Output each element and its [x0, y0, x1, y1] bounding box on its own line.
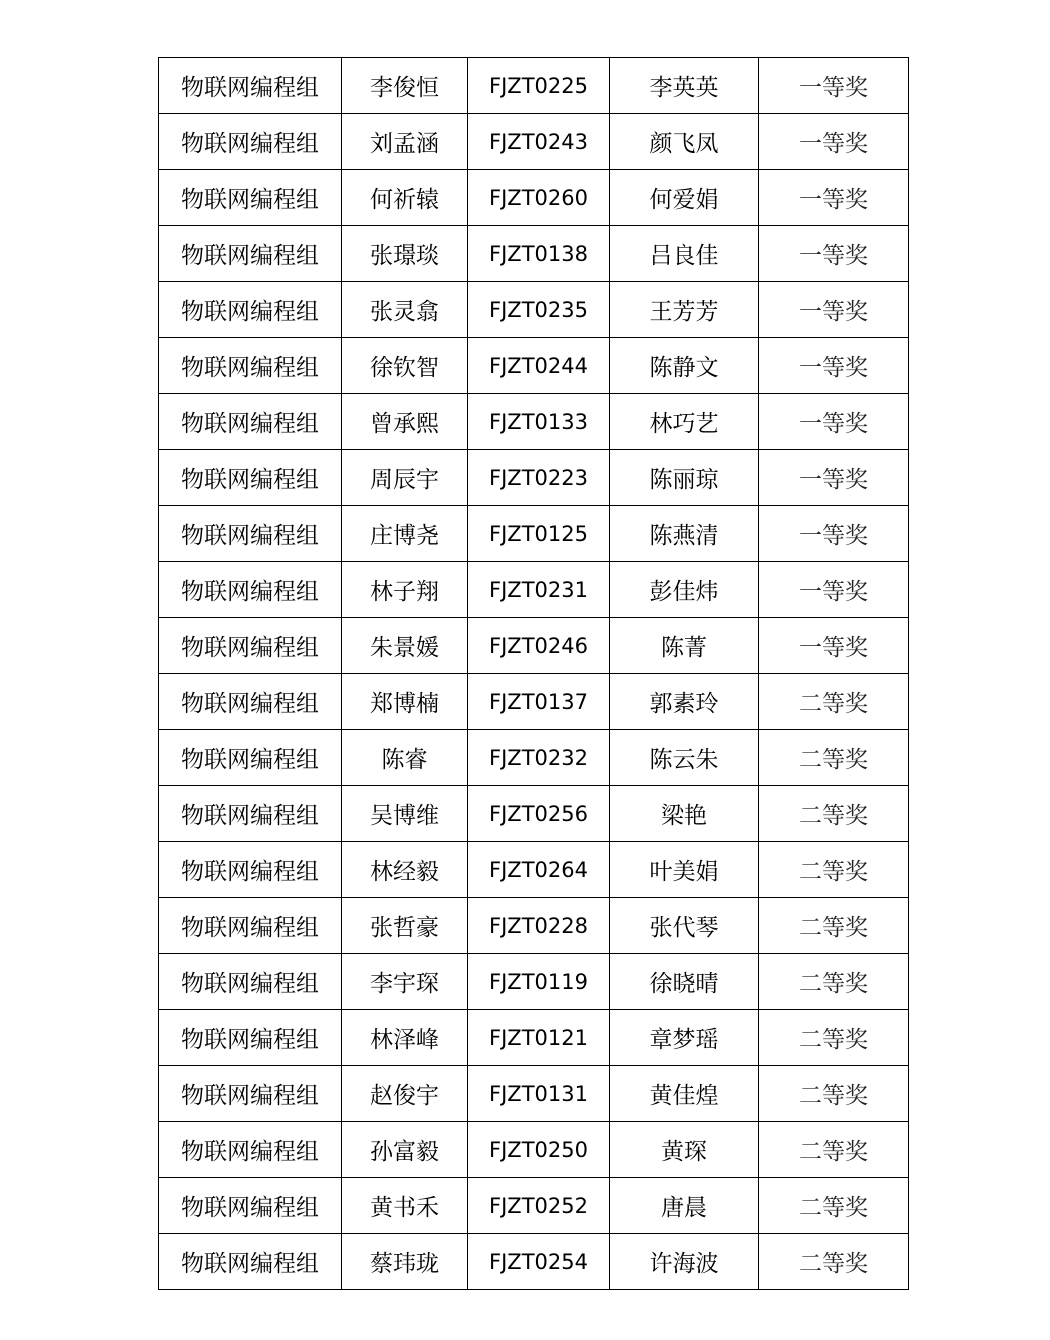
award-level-cell: 二等奖 — [759, 1234, 909, 1290]
teacher-name-cell: 郭素玲 — [610, 674, 759, 730]
table-row — [159, 506, 909, 562]
teacher-name-cell: 许海波 — [610, 1234, 759, 1290]
student-name-cell: 陈睿 — [342, 730, 468, 786]
award-level-cell: 一等奖 — [759, 618, 909, 674]
entry-id-cell: FJZT0121 — [468, 1010, 610, 1066]
entry-id-cell: FJZT0250 — [468, 1122, 610, 1178]
award-level-cell: 二等奖 — [759, 1122, 909, 1178]
table-row — [159, 1066, 909, 1122]
student-name-cell: 孙富毅 — [342, 1122, 468, 1178]
entry-id-cell: FJZT0244 — [468, 338, 610, 394]
student-name-cell: 何祈辕 — [342, 170, 468, 226]
award-results-table — [158, 57, 909, 1290]
teacher-name-cell: 梁艳 — [610, 786, 759, 842]
table-row — [159, 1178, 909, 1234]
group-cell: 物联网编程组 — [159, 954, 342, 1010]
award-level-cell: 二等奖 — [759, 842, 909, 898]
student-name-cell: 周辰宇 — [342, 450, 468, 506]
student-name-cell: 徐钦智 — [342, 338, 468, 394]
teacher-name-cell: 陈菁 — [610, 618, 759, 674]
award-level-cell: 一等奖 — [759, 282, 909, 338]
table-row — [159, 1010, 909, 1066]
award-table-body — [159, 58, 909, 1290]
student-name-cell: 赵俊宇 — [342, 1066, 468, 1122]
table-row — [159, 730, 909, 786]
entry-id-cell: FJZT0252 — [468, 1178, 610, 1234]
group-cell: 物联网编程组 — [159, 450, 342, 506]
entry-id-cell: FJZT0260 — [468, 170, 610, 226]
teacher-name-cell: 黄佳煌 — [610, 1066, 759, 1122]
group-cell: 物联网编程组 — [159, 1234, 342, 1290]
table-row — [159, 394, 909, 450]
teacher-name-cell: 张代琴 — [610, 898, 759, 954]
group-cell: 物联网编程组 — [159, 1066, 342, 1122]
teacher-name-cell: 李英英 — [610, 58, 759, 114]
teacher-name-cell: 何爱娟 — [610, 170, 759, 226]
table-row — [159, 618, 909, 674]
group-cell: 物联网编程组 — [159, 282, 342, 338]
award-level-cell: 二等奖 — [759, 1178, 909, 1234]
teacher-name-cell: 陈燕清 — [610, 506, 759, 562]
teacher-name-cell: 陈静文 — [610, 338, 759, 394]
award-level-cell: 一等奖 — [759, 394, 909, 450]
group-cell: 物联网编程组 — [159, 842, 342, 898]
entry-id-cell: FJZT0125 — [468, 506, 610, 562]
teacher-name-cell: 陈丽琼 — [610, 450, 759, 506]
teacher-name-cell: 黄琛 — [610, 1122, 759, 1178]
entry-id-cell: FJZT0228 — [468, 898, 610, 954]
table-row — [159, 562, 909, 618]
student-name-cell: 刘孟涵 — [342, 114, 468, 170]
student-name-cell: 蔡玮珑 — [342, 1234, 468, 1290]
table-row — [159, 226, 909, 282]
student-name-cell: 张璟琰 — [342, 226, 468, 282]
award-level-cell: 一等奖 — [759, 114, 909, 170]
student-name-cell: 张哲豪 — [342, 898, 468, 954]
entry-id-cell: FJZT0254 — [468, 1234, 610, 1290]
teacher-name-cell: 彭佳炜 — [610, 562, 759, 618]
teacher-name-cell: 颜飞凤 — [610, 114, 759, 170]
teacher-name-cell: 徐晓晴 — [610, 954, 759, 1010]
award-level-cell: 一等奖 — [759, 562, 909, 618]
student-name-cell: 林经毅 — [342, 842, 468, 898]
award-level-cell: 一等奖 — [759, 170, 909, 226]
award-level-cell: 一等奖 — [759, 450, 909, 506]
teacher-name-cell: 林巧艺 — [610, 394, 759, 450]
student-name-cell: 李宇琛 — [342, 954, 468, 1010]
entry-id-cell: FJZT0223 — [468, 450, 610, 506]
teacher-name-cell: 王芳芳 — [610, 282, 759, 338]
entry-id-cell: FJZT0231 — [468, 562, 610, 618]
table-row — [159, 674, 909, 730]
group-cell: 物联网编程组 — [159, 1122, 342, 1178]
student-name-cell: 朱景媛 — [342, 618, 468, 674]
award-level-cell: 二等奖 — [759, 730, 909, 786]
student-name-cell: 李俊恒 — [342, 58, 468, 114]
table-row — [159, 282, 909, 338]
student-name-cell: 吴博维 — [342, 786, 468, 842]
table-row — [159, 1122, 909, 1178]
entry-id-cell: FJZT0246 — [468, 618, 610, 674]
award-level-cell: 二等奖 — [759, 954, 909, 1010]
student-name-cell: 曾承熙 — [342, 394, 468, 450]
group-cell: 物联网编程组 — [159, 58, 342, 114]
entry-id-cell: FJZT0133 — [468, 394, 610, 450]
group-cell: 物联网编程组 — [159, 618, 342, 674]
group-cell: 物联网编程组 — [159, 506, 342, 562]
group-cell: 物联网编程组 — [159, 786, 342, 842]
teacher-name-cell: 陈云朱 — [610, 730, 759, 786]
entry-id-cell: FJZT0137 — [468, 674, 610, 730]
table-row — [159, 338, 909, 394]
table-row — [159, 954, 909, 1010]
group-cell: 物联网编程组 — [159, 674, 342, 730]
group-cell: 物联网编程组 — [159, 338, 342, 394]
group-cell: 物联网编程组 — [159, 730, 342, 786]
award-level-cell: 二等奖 — [759, 674, 909, 730]
teacher-name-cell: 唐晨 — [610, 1178, 759, 1234]
teacher-name-cell: 吕良佳 — [610, 226, 759, 282]
group-cell: 物联网编程组 — [159, 1178, 342, 1234]
entry-id-cell: FJZT0235 — [468, 282, 610, 338]
group-cell: 物联网编程组 — [159, 226, 342, 282]
award-level-cell: 二等奖 — [759, 898, 909, 954]
entry-id-cell: FJZT0256 — [468, 786, 610, 842]
student-name-cell: 郑博楠 — [342, 674, 468, 730]
table-row — [159, 114, 909, 170]
entry-id-cell: FJZT0225 — [468, 58, 610, 114]
teacher-name-cell: 章梦瑶 — [610, 1010, 759, 1066]
award-level-cell: 一等奖 — [759, 506, 909, 562]
award-level-cell: 一等奖 — [759, 58, 909, 114]
group-cell: 物联网编程组 — [159, 170, 342, 226]
group-cell: 物联网编程组 — [159, 394, 342, 450]
student-name-cell: 庄博尧 — [342, 506, 468, 562]
group-cell: 物联网编程组 — [159, 1010, 342, 1066]
table-row — [159, 170, 909, 226]
entry-id-cell: FJZT0243 — [468, 114, 610, 170]
award-level-cell: 一等奖 — [759, 226, 909, 282]
table-row — [159, 786, 909, 842]
table-row — [159, 450, 909, 506]
student-name-cell: 林子翔 — [342, 562, 468, 618]
award-level-cell: 二等奖 — [759, 1066, 909, 1122]
student-name-cell: 张灵翕 — [342, 282, 468, 338]
group-cell: 物联网编程组 — [159, 898, 342, 954]
group-cell: 物联网编程组 — [159, 114, 342, 170]
award-level-cell: 二等奖 — [759, 786, 909, 842]
award-level-cell: 二等奖 — [759, 1010, 909, 1066]
table-row — [159, 1234, 909, 1290]
entry-id-cell: FJZT0264 — [468, 842, 610, 898]
table-row — [159, 842, 909, 898]
student-name-cell: 林泽峰 — [342, 1010, 468, 1066]
group-cell: 物联网编程组 — [159, 562, 342, 618]
entry-id-cell: FJZT0131 — [468, 1066, 610, 1122]
table-row — [159, 898, 909, 954]
student-name-cell: 黄书禾 — [342, 1178, 468, 1234]
entry-id-cell: FJZT0119 — [468, 954, 610, 1010]
teacher-name-cell: 叶美娟 — [610, 842, 759, 898]
award-level-cell: 一等奖 — [759, 338, 909, 394]
entry-id-cell: FJZT0138 — [468, 226, 610, 282]
entry-id-cell: FJZT0232 — [468, 730, 610, 786]
table-row — [159, 58, 909, 114]
